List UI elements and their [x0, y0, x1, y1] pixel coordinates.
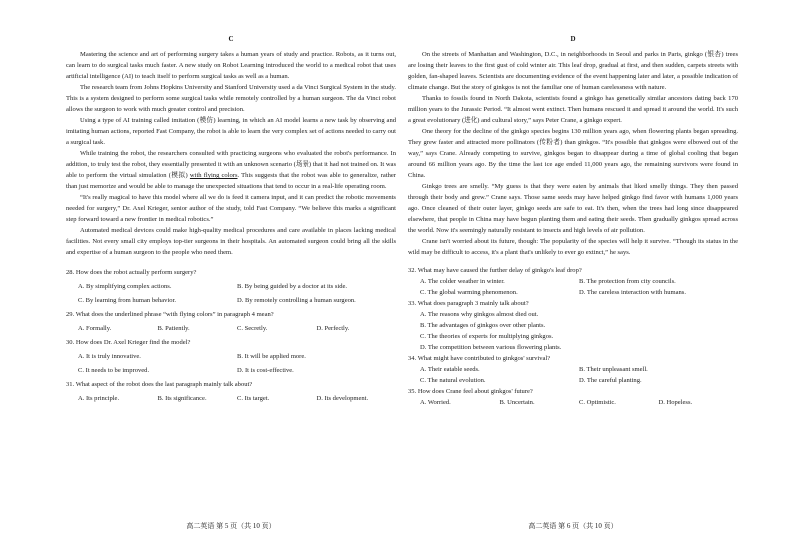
- option-b[interactable]: B. Patiently.: [157, 325, 190, 332]
- option-b[interactable]: B. It will be applied more.: [237, 353, 306, 360]
- option-b[interactable]: B. Its significance.: [157, 395, 207, 402]
- option-c[interactable]: C. By learning from human behavior.: [78, 297, 177, 304]
- question-34: [408, 353, 738, 386]
- right-column: [408, 34, 738, 408]
- question-stem: 31. What aspect of the robot does the last paragraph mainly talk about?: [66, 381, 253, 388]
- question-28: [66, 267, 396, 306]
- passage-c-paragraph-5: “It's really magical to have this model where all we do is feed it camera input, and it can predict the robotic movements needed for surgery,” Dr. Axel Krieger, senior author of the study, told Fast Company. “We believe this marks a significant step forward toward a new frontier in medical robotics.”: [66, 194, 396, 223]
- option-b[interactable]: B. By being guided by a doctor at its side.: [237, 283, 348, 290]
- question-stem: 34. What might have contributed to ginkgos' survival?: [408, 355, 551, 362]
- question-stem: 29. What does the underlined phrase “with flying colors” in paragraph 4 mean?: [66, 311, 274, 318]
- option-c[interactable]: C. It needs to be improved.: [78, 367, 150, 374]
- section-title-c: C: [228, 35, 234, 43]
- question-30: [66, 337, 396, 376]
- option-a[interactable]: A. It is truly innovative.: [78, 353, 141, 360]
- question-options: [408, 364, 738, 386]
- question-options: [66, 351, 396, 362]
- passage-c-paragraph-2: The research team from Johns Hopkins University and Stanford University used a da Vinci Surgical System in the study. This is a system designed to perform some surgical tasks while remotely controlled by a human surgeon. The da Vinci robot allows the surgeon to work with much greater control and precision.: [66, 84, 396, 113]
- passage-d-paragraph-5: Crane isn't worried about its future, though: The popularity of the species will help it survive. “Though its status in the wild may be difficult to access, it's a plant that's unlikely to ever go extinct,” he says.: [408, 238, 738, 256]
- paragraph-4-text-after: . This suggests that the robot was able to generalize, rather than just memorize and would be able to manage the unexpected situations that tend to occur in a real-life operating room.: [66, 172, 396, 190]
- option-b[interactable]: B. Their unpleasant smell.: [579, 366, 648, 373]
- option-b[interactable]: B. Uncertain.: [499, 399, 535, 406]
- underlined-phrase: with flying colors: [189, 172, 238, 179]
- passage-c-paragraph-3: Using a type of AI training called imitation (模仿) learning, in which an AI model learns a new task by observing and imitating human actions, reported Fast Company, the robot is able to learn the very complex set of actions needed to carry out a surgical task.: [66, 117, 396, 146]
- question-stem: 30. How does Dr. Axel Krieger find the model?: [66, 339, 191, 346]
- passage-d-paragraph-3: One theory for the decline of the ginkgo species begins 130 million years ago, when flowering plants began spreading. They grew faster and attracted more pollinators (传粉者) than ginkgos. “It's possible that ginkgos were elbowed out of the way,” says Crane. Already competing to survive, ginkgos began to disappear during a time of global cooling that began around 66 million years ago. By the time the last ice age ended 11,000 years ago, the remaining survivors were found in China.: [408, 128, 738, 179]
- section-title-d: D: [570, 35, 576, 43]
- question-options: [408, 309, 738, 353]
- left-questions: [66, 267, 396, 404]
- option-c[interactable]: C. Its target.: [237, 395, 270, 402]
- passage-d-paragraph-1: On the streets of Manhattan and Washington, D.C., in neighborhoods in Seoul and parks in Paris, ginkgo (银杏) trees are losing their leaves to the first gust of cold winter air. This leaf drop, gradual at first, and then sudden, carpets streets with golden, fan-shaped leaves. Scientists are documenting evidence of the event happening later and later, a possible indication of climate change. But the story of ginkgos is not the familiar one of human carelessness with nature.: [408, 51, 738, 91]
- passage-c-paragraph-4: [66, 148, 396, 192]
- option-d[interactable]: D. The careful planting.: [579, 377, 642, 384]
- option-a[interactable]: A. Their eatable seeds.: [420, 366, 480, 373]
- option-a[interactable]: A. The reasons why ginkgos almost died out.: [420, 311, 539, 318]
- option-c[interactable]: C. Optimistic.: [579, 399, 616, 406]
- question-options: [66, 365, 396, 376]
- option-b[interactable]: B. The protection from city councils.: [579, 278, 676, 285]
- page-footer-left: 高二英语 第 5 页（共 10 页）: [186, 522, 276, 530]
- question-stem: 33. What does paragraph 3 mainly talk about?: [408, 300, 529, 307]
- right-questions: [408, 265, 738, 408]
- question-options: [408, 397, 738, 408]
- question-31: [66, 379, 396, 404]
- question-options: [66, 323, 396, 334]
- option-a[interactable]: A. The colder weather in winter.: [420, 278, 505, 285]
- question-options: [66, 393, 396, 404]
- page-footer-right: 高二英语 第 6 页（共 10 页）: [528, 522, 618, 530]
- question-stem: 35. How does Crane feel about ginkgos' future?: [408, 388, 533, 395]
- passage-c-paragraph-1: Mastering the science and art of performing surgery takes a human years of study and practice. Robots, as it turns out, can learn to do surgical tasks much faster. A new study on Robot Learning introduced the world to a medical robot that uses artificial intelligence (AI) to teach itself to perform surgical tasks as well as a human.: [66, 51, 396, 80]
- question-stem: 32. What may have caused the further delay of ginkgo's leaf drop?: [408, 267, 582, 274]
- option-a[interactable]: A. Worried.: [420, 399, 451, 406]
- question-options: [66, 295, 396, 306]
- question-options: [66, 281, 396, 292]
- option-d[interactable]: D. By remotely controlling a human surgeon.: [237, 297, 356, 304]
- option-d[interactable]: D. Hopeless.: [658, 399, 693, 406]
- question-32: [408, 265, 738, 298]
- option-c[interactable]: C. The theories of experts for multiplying ginkgos.: [420, 333, 554, 340]
- paragraph-4-text-before: While training the robot, the researchers consulted with practicing surgeons who evaluated the robot's performance. In addition, to truly test the robot, they essentially presented it with an unknown scenario (场景) that it had not trained on. It was able to perform the virtual simulation (模拟): [66, 150, 397, 179]
- option-d[interactable]: D. It is cost-effective.: [237, 367, 294, 374]
- option-c[interactable]: C. The global warming phenomenon.: [420, 289, 518, 296]
- question-35: [408, 386, 738, 408]
- passage-c-paragraph-6: Automated medical devices could make high-quality medical procedures and care available in places lacking medical facilities. Not every small city employs top-tier surgeons in their hospitals. An automated surgeon could bring all the skills and expertise of a human surgeon to the people who need them.: [66, 227, 396, 256]
- option-a[interactable]: A. By simplifying complex actions.: [78, 283, 172, 290]
- question-33: [408, 298, 738, 353]
- option-d[interactable]: D. Its development.: [316, 395, 369, 402]
- option-a[interactable]: A. Formally.: [78, 325, 112, 332]
- option-a[interactable]: A. Its principle.: [78, 395, 120, 402]
- option-d[interactable]: D. Perfectly.: [316, 325, 350, 332]
- passage-d-paragraph-2: Thanks to fossils found in North Dakota, scientists found a ginkgo has genetically similar ancestors dating back 170 million years to the Jurassic Period. “It almost went extinct. Then humans rescued it and spread it around the world. It's such a great evolutionary (进化) and cultural story,” says Peter Crane, a ginkgo expert.: [408, 95, 738, 124]
- option-c[interactable]: C. Secretly.: [237, 325, 268, 332]
- option-b[interactable]: B. The advantages of ginkgos over other plants.: [420, 322, 546, 329]
- passage-d-paragraph-4: Ginkgo trees are smelly. “My guess is that they were eaten by animals that liked smelly things. They then passed through their body and grew.” Crane says. Those same seeds may have helped ginkgo find favor with humans 1,000 years ago. Once cleaned of their outer layer, ginkgo seeds are safe to eat. It's then, when the trees had long since disappeared elsewhere, that people in China may have begun planting them and eating their seeds. Then gradually ginkgos spread across the world. Now it's seemingly naturally resistant to insects and high levels of air pollution.: [408, 183, 738, 234]
- option-c[interactable]: C. The natural evolution.: [420, 377, 486, 384]
- left-column: [66, 34, 396, 404]
- option-d[interactable]: D. The careless interaction with humans.: [579, 289, 686, 296]
- question-29: [66, 309, 396, 334]
- question-options: [408, 276, 738, 298]
- option-d[interactable]: D. The competition between various flowering plants.: [420, 344, 562, 351]
- question-stem: 28. How does the robot actually perform surgery?: [66, 269, 197, 276]
